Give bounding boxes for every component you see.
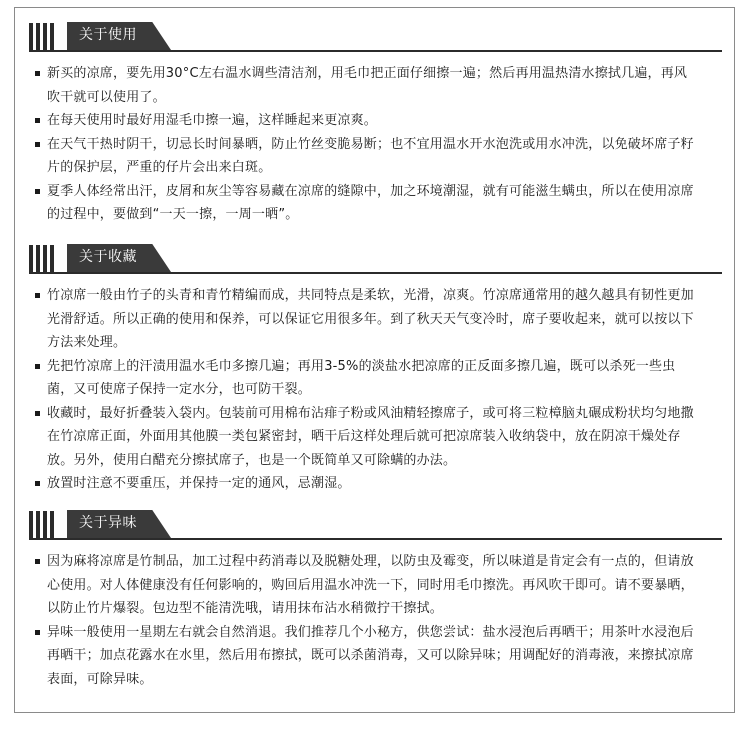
bars-icon: [29, 23, 59, 50]
list-item: [35, 621, 695, 692]
item-text: 竹凉席一般由竹子的头青和青竹精编而成，共同特点是柔软，光滑，凉爽。竹凉席通常用的越久越具有韧性更加光滑舒适。所以正确的使用和保养，可以保证它用很多年。到了秋天天气变冷时，席子要收起来，就可以按以下方法来处理。: [47, 288, 694, 350]
section-header: [29, 508, 722, 540]
item-list: [35, 550, 695, 691]
bullet-icon: [35, 481, 40, 486]
section-odor: [15, 508, 734, 687]
bullet-icon: [35, 364, 40, 369]
bars-icon: [29, 511, 59, 538]
list-item: [35, 133, 695, 180]
section-header: [29, 242, 722, 274]
item-text: 先把竹凉席上的汗渍用温水毛巾多擦几遍；再用3-5%的淡盐水把凉席的正反面多擦几遍，既可以杀死一些虫菌，又可使席子保持一定水分，也可防干裂。: [47, 358, 676, 397]
section-header: [29, 20, 722, 52]
list-item: [35, 402, 695, 473]
bullet-icon: [35, 71, 40, 76]
header-rule: [29, 272, 722, 274]
item-text: 放置时注意不要重压，并保持一定的通风，忌潮湿。: [47, 476, 351, 491]
bars-icon: [29, 245, 59, 272]
bullet-icon: [35, 630, 40, 635]
list-item: [35, 550, 695, 621]
header-rule: [29, 50, 722, 52]
bullet-icon: [35, 142, 40, 147]
bullet-icon: [35, 189, 40, 194]
item-list: [35, 284, 695, 496]
list-item: [35, 180, 695, 227]
item-text: 因为麻将凉席是竹制品，加工过程中药消毒以及脱糖处理，以防虫及霉变，所以味道是肯定会有一点的，但请放心使用。对人体健康没有任何影响的，购回后用温水冲洗一下，同时用毛巾擦洗。再风吹干即可。请不要暴晒，以防止竹片爆裂。包边型不能清洗哦，请用抹布沾水稍微拧干擦拭。: [47, 554, 694, 616]
section-title: 关于异味: [79, 515, 137, 531]
item-text: 新买的凉席，要先用30°C左右温水调些清洁剂，用毛巾把正面仔细擦一遍；然后再用温热清水擦拭几遍，再风吹干就可以使用了。: [47, 66, 688, 105]
item-text: 异味一般使用一星期左右就会自然消退。我们推荐几个小秘方，供您尝试：盐水浸泡后再晒干；用茶叶水浸泡后再晒干；加点花露水在水里，然后用布擦拭，既可以杀菌消毒，又可以除异味；用调配好的消毒液，来擦拭凉席表面，可除异味。: [47, 624, 694, 687]
section-storage: [15, 242, 734, 491]
bullet-icon: [35, 559, 40, 564]
bullet-icon: [35, 411, 40, 416]
content-frame: [14, 7, 735, 713]
section-usage: [15, 20, 734, 222]
section-title: 关于使用: [79, 27, 137, 43]
bullet-icon: [35, 118, 40, 123]
item-text: 收藏时，最好折叠装入袋内。包装前可用棉布沾痱子粉或风油精轻擦席子，或可将三粒樟脑丸碾成粉状均匀地撒在竹凉席正面，外面用其他膜一类包紧密封，晒干后这样处理后就可把凉席装入收纳袋中，放在阴凉干燥处存放。另外，使用白醋充分擦拭席子，也是一个既简单又可除螨的办法。: [47, 405, 694, 468]
list-item: [35, 355, 695, 402]
item-list: [35, 62, 695, 227]
item-text: 夏季人体经常出汗，皮屑和灰尘等容易藏在凉席的缝隙中，加之环境潮湿，就有可能滋生螨虫，所以在使用凉席的过程中，要做到“一天一擦，一周一晒”。: [47, 183, 694, 222]
bullet-icon: [35, 293, 40, 298]
item-text: 在每天使用时最好用湿毛巾擦一遍，这样睡起来更凉爽。: [47, 113, 378, 128]
list-item: [35, 62, 695, 109]
item-text: 在天气干热时阴干，切忌长时间暴晒，防止竹丝变脆易断；也不宜用温水开水泡洗或用水冲洗，以免破坏席子籽片的保护层，严重的仔片会出来白斑。: [47, 136, 694, 175]
list-item: [35, 472, 695, 496]
list-item: [35, 284, 695, 355]
section-title: 关于收藏: [79, 249, 137, 265]
list-item: [35, 109, 695, 133]
header-rule: [29, 538, 722, 540]
